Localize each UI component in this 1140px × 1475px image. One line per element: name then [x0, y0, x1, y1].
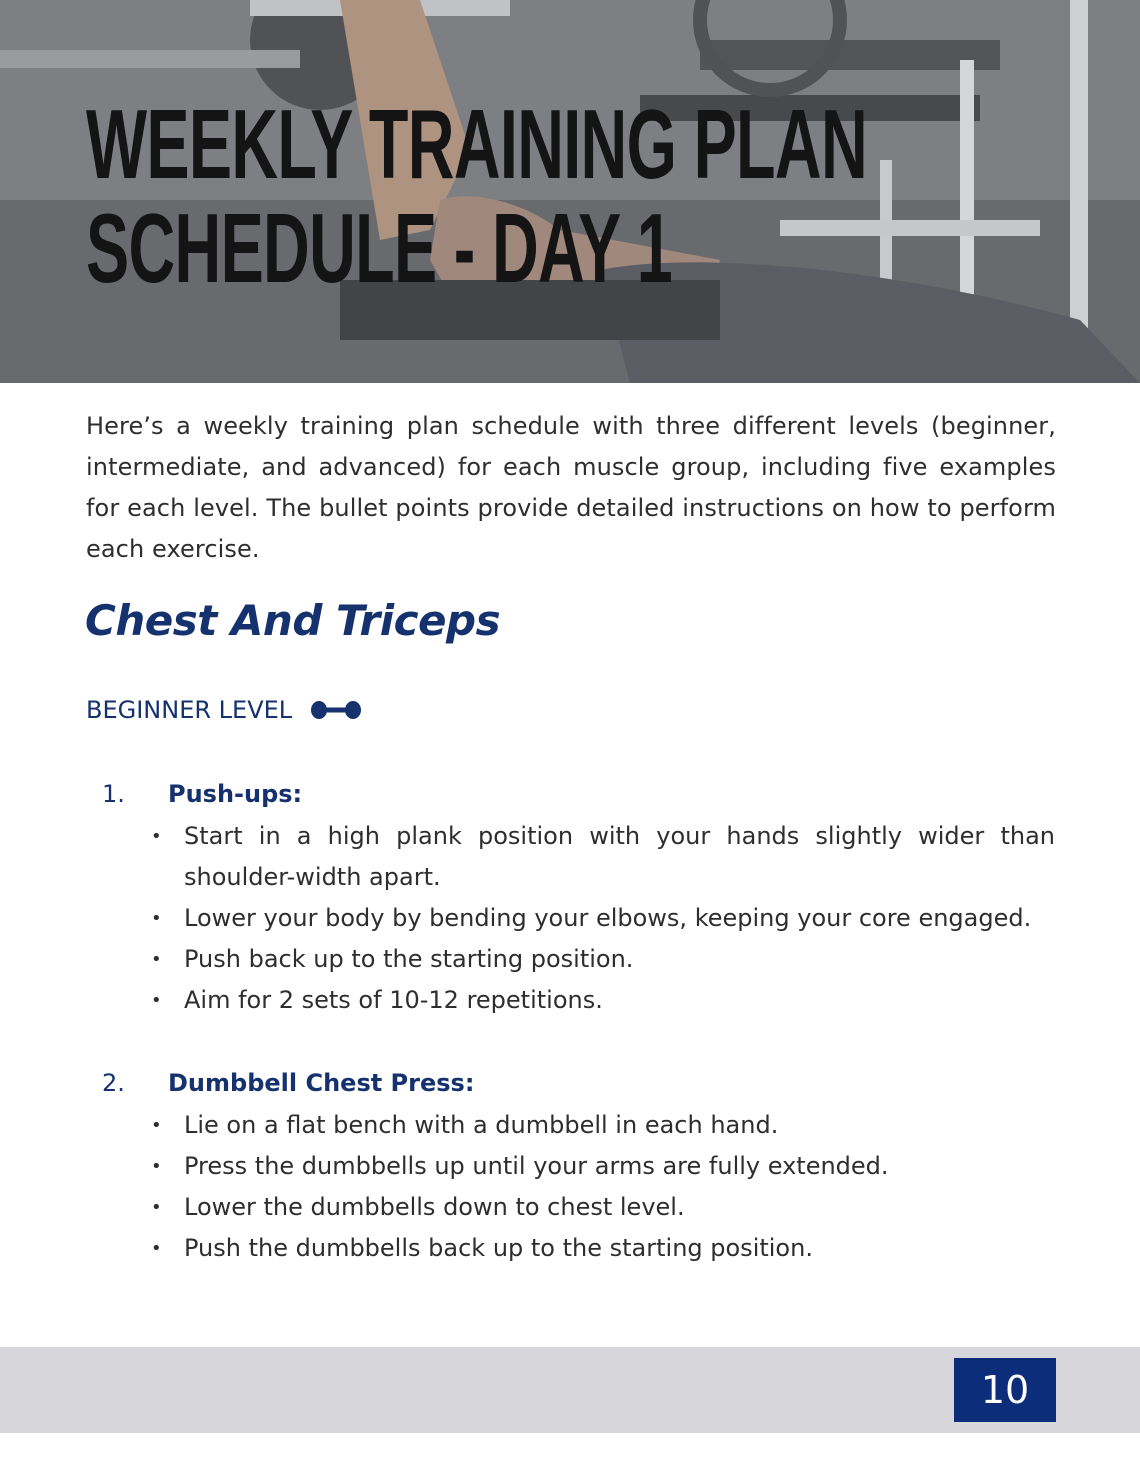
- bullet-icon: •: [151, 949, 162, 970]
- step-item: [0, 1105, 1140, 1146]
- exercise-name: Dumbbell Chest Press:: [168, 1069, 475, 1097]
- step-text: Lie on a flat bench with a dumbbell in each hand.: [184, 1111, 779, 1139]
- step-item: [0, 1146, 1140, 1187]
- page-number: 10: [980, 1368, 1030, 1412]
- exercise-steps: [0, 1105, 1140, 1269]
- exercise-heading: [0, 772, 1140, 816]
- bullet-icon: •: [151, 1115, 162, 1136]
- section-title: Chest And Triceps: [85, 596, 501, 645]
- bullet-icon: •: [151, 990, 162, 1011]
- exercise-number: 2.: [102, 1069, 125, 1097]
- page-title-line-2: SCHEDULE - DAY 1: [86, 193, 673, 303]
- intro-paragraph: Here’s a weekly training plan schedule with three different levels (beginner, intermediate, and advanced) for each muscle group, including five examples for each level. The bullet points provide detailed instructions on how to perform each exercise.: [86, 412, 1056, 563]
- step-item: [0, 898, 1140, 939]
- dumbbell-icon: [310, 699, 362, 721]
- step-text: Lower the dumbbells down to chest level.: [184, 1193, 685, 1221]
- page-title: [86, 89, 867, 303]
- step-item: [0, 939, 1140, 980]
- bullet-icon: •: [151, 1197, 162, 1218]
- footer-band: [0, 1347, 1140, 1433]
- bullet-icon: •: [151, 1156, 162, 1177]
- step-item: [0, 980, 1140, 1021]
- bullet-icon: •: [151, 826, 162, 847]
- step-text: Press the dumbbells up until your arms are fully extended.: [184, 1152, 889, 1180]
- page-title-line-1: WEEKLY TRAINING PLAN: [86, 89, 867, 199]
- exercise-steps: [0, 816, 1140, 1021]
- exercise-item: [0, 772, 1140, 1021]
- step-text: Push the dumbbells back up to the starting position.: [184, 1234, 813, 1262]
- step-item: [0, 1187, 1140, 1228]
- exercise-item: [0, 1061, 1140, 1269]
- exercise-list: [0, 772, 1140, 1269]
- exercise-heading: [0, 1061, 1140, 1105]
- step-item: [0, 1228, 1140, 1269]
- step-item: [0, 816, 1140, 898]
- step-text: Start in a high plank position with your hands slightly wider than shoulder-width apart.: [184, 822, 1055, 891]
- hero-banner: [0, 0, 1140, 383]
- exercise-number: 1.: [102, 780, 125, 808]
- bullet-icon: •: [151, 1238, 162, 1259]
- bullet-icon: •: [151, 908, 162, 929]
- step-text: Push back up to the starting position.: [184, 945, 634, 973]
- step-text: Aim for 2 sets of 10-12 repetitions.: [184, 986, 603, 1014]
- exercise-name: Push-ups:: [168, 780, 303, 808]
- step-text: Lower your body by bending your elbows, keeping your core engaged.: [184, 904, 1032, 932]
- page-number-badge: [954, 1358, 1056, 1422]
- level-heading: [86, 696, 362, 724]
- level-label: BEGINNER LEVEL: [86, 696, 293, 724]
